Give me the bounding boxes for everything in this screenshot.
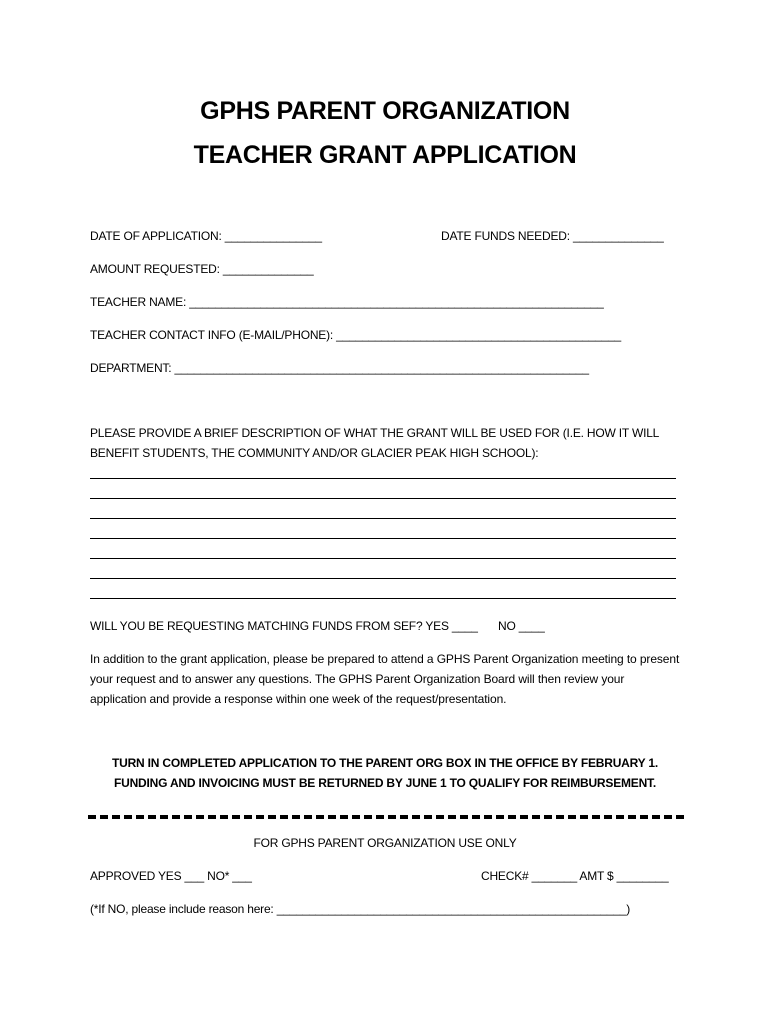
check-amount-field[interactable]: CHECK# _______ AMT $ ________	[481, 869, 669, 883]
teacher-contact-field[interactable]: TEACHER CONTACT INFO (E-MAIL/PHONE): ____________________________________________	[90, 328, 622, 342]
teacher-name-field[interactable]: TEACHER NAME: ________________________________________________________________	[90, 295, 604, 309]
answer-line[interactable]	[90, 498, 676, 499]
form-title-line1: GPHS PARENT ORGANIZATION	[200, 97, 570, 125]
department-field[interactable]: DEPARTMENT: ________________________________________________________________	[90, 361, 589, 375]
approved-field[interactable]: APPROVED YES ___ NO* ___	[90, 869, 252, 883]
answer-line[interactable]	[90, 578, 676, 579]
instructions-paragraph: In addition to the grant application, please be prepared to attend a GPHS Parent Organization meeting to present your request and to answer any questions. The GPHS Parent Organization Board will then review your application and provide a response within one week of the request/presentation.	[90, 652, 680, 706]
reason-field[interactable]: (*If NO, please include reason here: ______________________________________________________)	[90, 902, 631, 916]
matching-funds-no[interactable]: NO ____	[498, 619, 545, 633]
deadline-notice-line1: TURN IN COMPLETED APPLICATION TO THE PARENT ORG BOX IN THE OFFICE BY FEBRUARY 1.	[111, 756, 659, 770]
description-prompt-line2: BENEFIT STUDENTS, THE COMMUNITY AND/OR GLACIER PEAK HIGH SCHOOL):	[90, 446, 539, 460]
answer-line[interactable]	[90, 518, 676, 519]
date-of-application-field[interactable]: DATE OF APPLICATION: _______________	[90, 229, 322, 243]
amount-requested-field[interactable]: AMOUNT REQUESTED: ______________	[90, 262, 314, 276]
form-title-line2: TEACHER GRANT APPLICATION	[193, 141, 577, 169]
answer-line[interactable]	[90, 598, 676, 599]
matching-funds-question[interactable]: WILL YOU BE REQUESTING MATCHING FUNDS FROM SEF? YES ____	[90, 619, 478, 633]
answer-line[interactable]	[90, 558, 676, 559]
answer-line[interactable]	[90, 538, 676, 539]
description-prompt-line1: PLEASE PROVIDE A BRIEF DESCRIPTION OF WHAT THE GRANT WILL BE USED FOR (I.E. HOW IT WILL	[90, 426, 660, 440]
answer-line[interactable]	[90, 478, 676, 479]
cut-line-divider	[88, 815, 684, 819]
deadline-notice-line2: FUNDING AND INVOICING MUST BE RETURNED BY JUNE 1 TO QUALIFY FOR REIMBURSEMENT.	[114, 776, 656, 790]
date-funds-needed-field[interactable]: DATE FUNDS NEEDED: ______________	[441, 229, 664, 243]
office-use-heading: FOR GPHS PARENT ORGANIZATION USE ONLY	[253, 836, 517, 850]
